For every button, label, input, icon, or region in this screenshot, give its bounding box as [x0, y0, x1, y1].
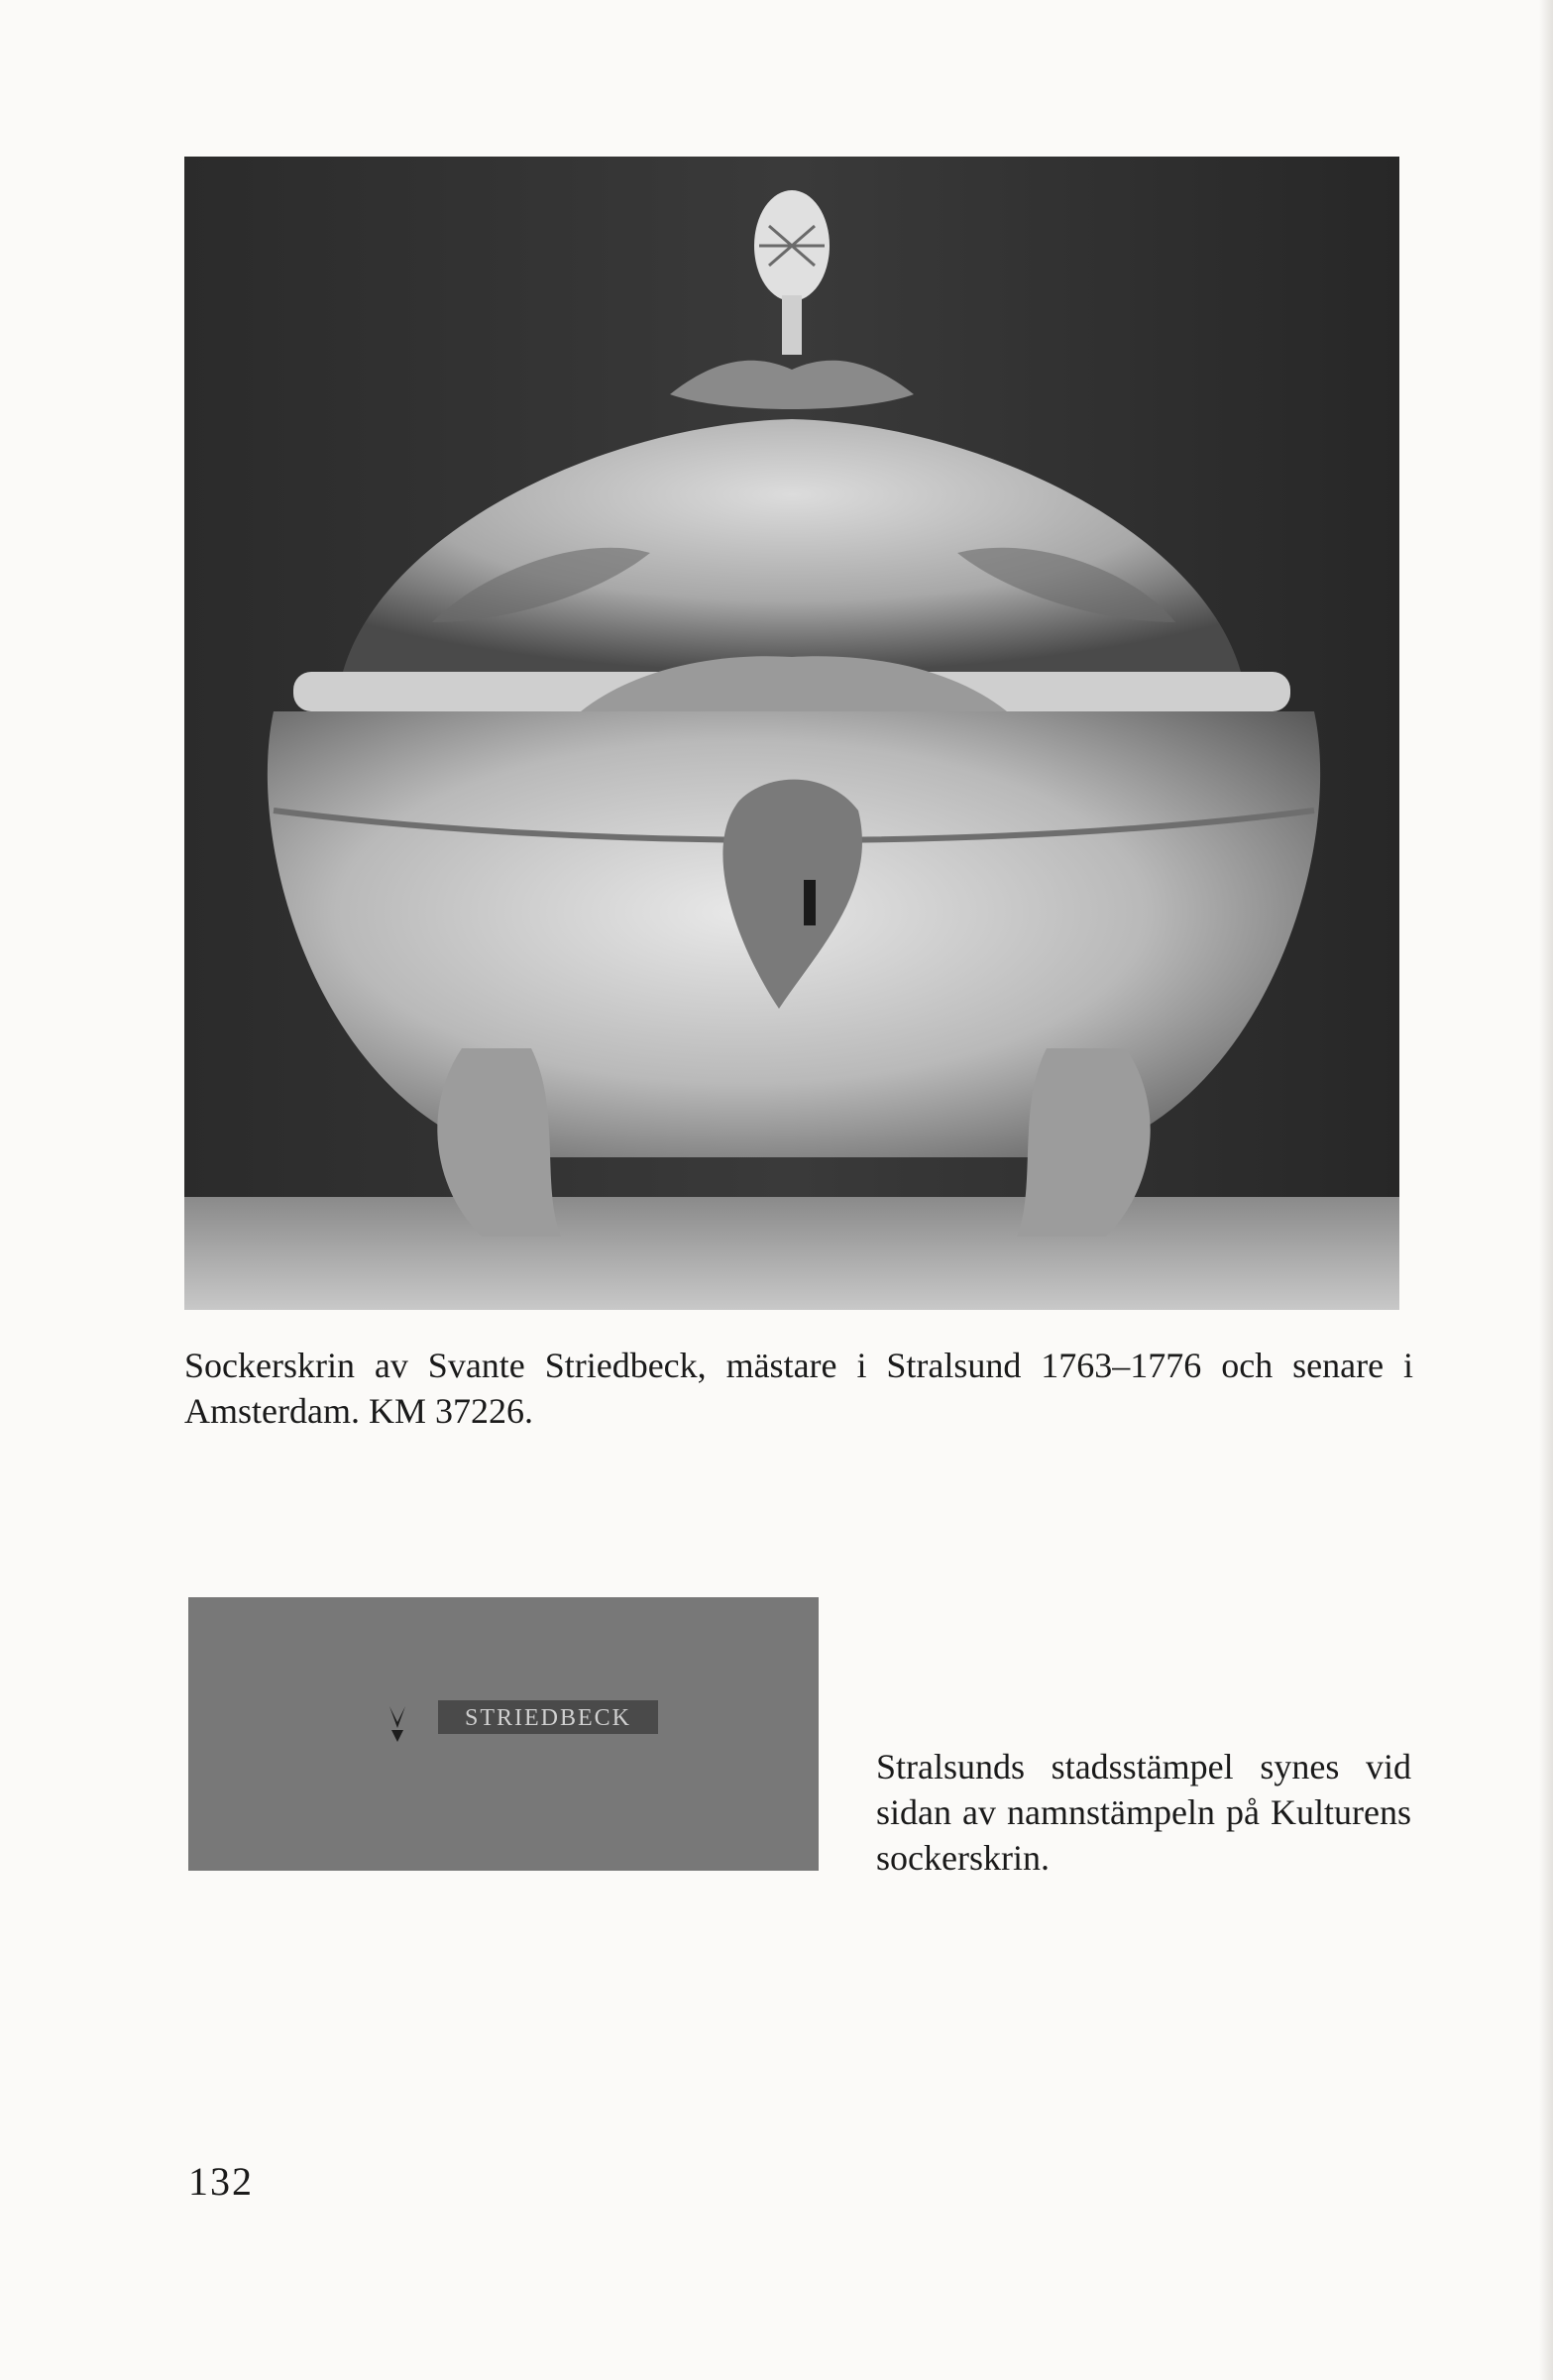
page-number: 132: [188, 2159, 254, 2204]
maker-stamp-photo: [188, 1597, 819, 1871]
sugar-box-photo: [184, 157, 1399, 1310]
photo-caption: Sockerskrin av Svante Striedbeck, mästare i Stralsund 1763–1776 och senare i Amsterdam. KM 37226.: [184, 1346, 1413, 1431]
page-edge-shadow: [1539, 0, 1553, 2380]
maker-mark-text: STRIEDBECK: [464, 1705, 632, 1731]
stamp-caption: Stralsunds stadsstämpel synes vid sidan av namnstämpeln på Kulturens sockerskrin.: [876, 1747, 1411, 1878]
